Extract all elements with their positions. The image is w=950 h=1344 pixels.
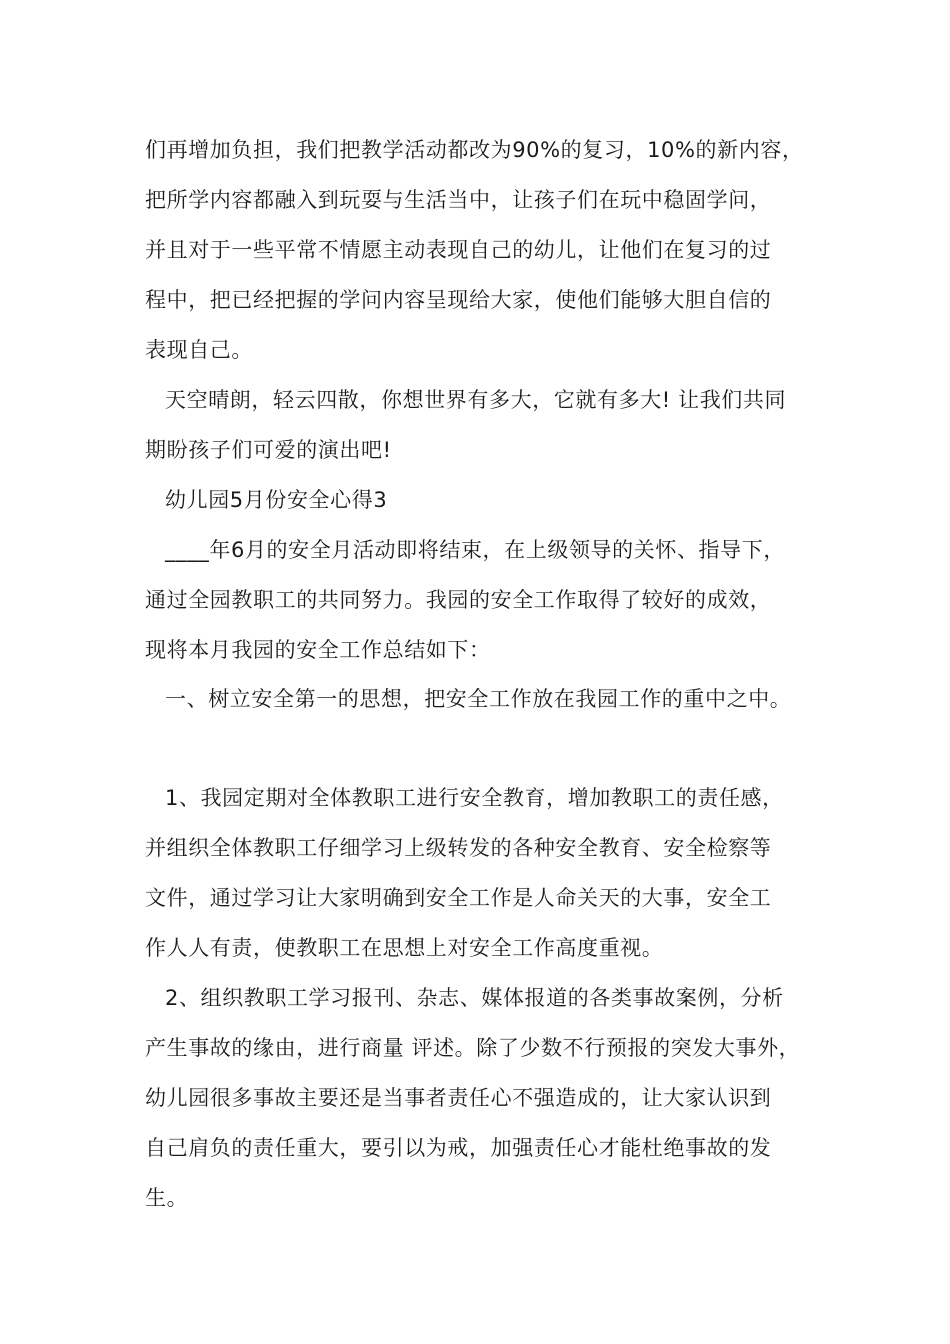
paragraph-line: 自己肩负的责任重大，要引以为戒，加强责任心才能杜绝事故的发 [145,1136,772,1160]
paragraph-line: 作人人有责，使教职工在思想上对安全工作高度重视。 [145,936,664,960]
paragraph-line: 并且对于一些平常不情愿主动表现自己的幼儿，让他们在复习的过 [145,238,772,262]
paragraph-line: 1、我园定期对全体教职工进行安全教育，增加教职工的责任感， [165,786,784,810]
paragraph-line: 表现自己。 [145,338,253,362]
paragraph-line: 期盼孩子们可爱的演出吧! [145,438,392,462]
paragraph-line: 产生事故的缘由，进行商量 评述。除了少数不行预报的突发大事外， [145,1036,801,1060]
subheading-line: 一、树立安全第一的思想，把安全工作放在我园工作的重中之中。 [165,687,792,711]
paragraph-line: ____年6月的安全月活动即将结束，在上级领导的关怀、指导下， [165,538,785,562]
paragraph-line: 把所学内容都融入到玩耍与生活当中，让孩子们在玩中稳固学问， [145,188,772,212]
paragraph-line: 通过全园教职工的共同努力。我园的安全工作取得了较好的成效， [145,588,772,612]
paragraph-line: 天空晴朗，轻云四散，你想世界有多大，它就有多大! 让我们共同 [165,388,787,412]
paragraph-line: 文件，通过学习让大家明确到安全工作是人命关天的大事，安全工 [145,886,772,910]
paragraph-line: 幼儿园很多事故主要还是当事者责任心不强造成的，让大家认识到 [145,1086,772,1110]
paragraph-line: 现将本月我园的安全工作总结如下： [145,638,491,662]
paragraph-line: 2、组织教职工学习报刊、杂志、媒体报道的各类事故案例，分析 [165,986,784,1010]
paragraph-line: 生。 [145,1186,189,1210]
paragraph-line: 程中，把已经把握的学问内容呈现给大家，使他们能够大胆自信的 [145,288,772,312]
section-heading: 幼儿园5月份安全心得3 [165,488,388,512]
paragraph-line: 并组织全体教职工仔细学习上级转发的各种安全教育、安全检察等 [145,836,772,860]
paragraph-line: 们再增加负担，我们把教学活动都改为90%的复习，10%的新内容， [145,138,804,162]
